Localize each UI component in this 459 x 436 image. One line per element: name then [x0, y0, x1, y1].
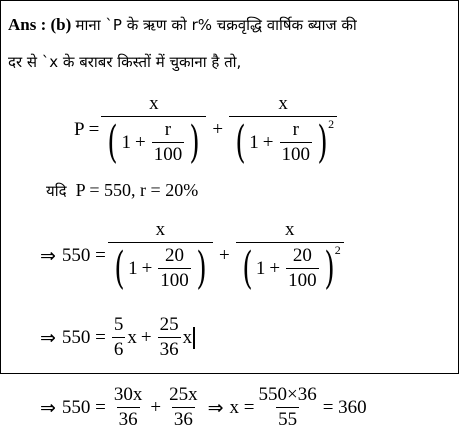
- answer-line-2: [8, 52, 241, 72]
- answer-prefix: Ans :: [8, 15, 47, 34]
- equation-final: ⇒ 550 = $\frac{30x}{36}$ + $\frac{25x}{36}$ ⇒ x = $\frac{550\times 36}{55}$ = 360: [40, 384, 367, 430]
- answer-option: (b): [50, 15, 72, 34]
- answer-line-1: [8, 15, 357, 35]
- equation-simplified: ⇒ 550 = $\frac{5}{6}$ x + $\frac{25}{36}$ x: [40, 314, 195, 361]
- eq1-fraction-1: x ( 1 + $\frac{r}{100}$ ): [101, 93, 206, 166]
- divider: [0, 373, 459, 374]
- given-values: यदि P = 550, r = 20%: [46, 180, 199, 200]
- text-cursor: [193, 327, 195, 349]
- equation-substituted: ⇒ 550 = x ( 1 + $\frac{20}{100}$ ) + x ( 1 + $\frac{20}{100}$ ) 2: [40, 219, 346, 292]
- answer-text-2: दर से `x के बराबर किस्तों में चुकाना है तो,: [8, 53, 242, 71]
- answer-text-1: माना `P के ऋण को r% चक्रवृद्धि वार्षिक ब्याज की: [75, 16, 357, 34]
- eq1-lhs: P =: [74, 118, 100, 140]
- equation-general: P = x ( 1 + $\frac{r}{100}$ ) + x ( 1 + $\frac{r}{100}$ ) 2: [74, 93, 339, 166]
- eq1-fraction-2: x ( 1 + $\frac{r}{100}$ ) 2: [229, 93, 337, 166]
